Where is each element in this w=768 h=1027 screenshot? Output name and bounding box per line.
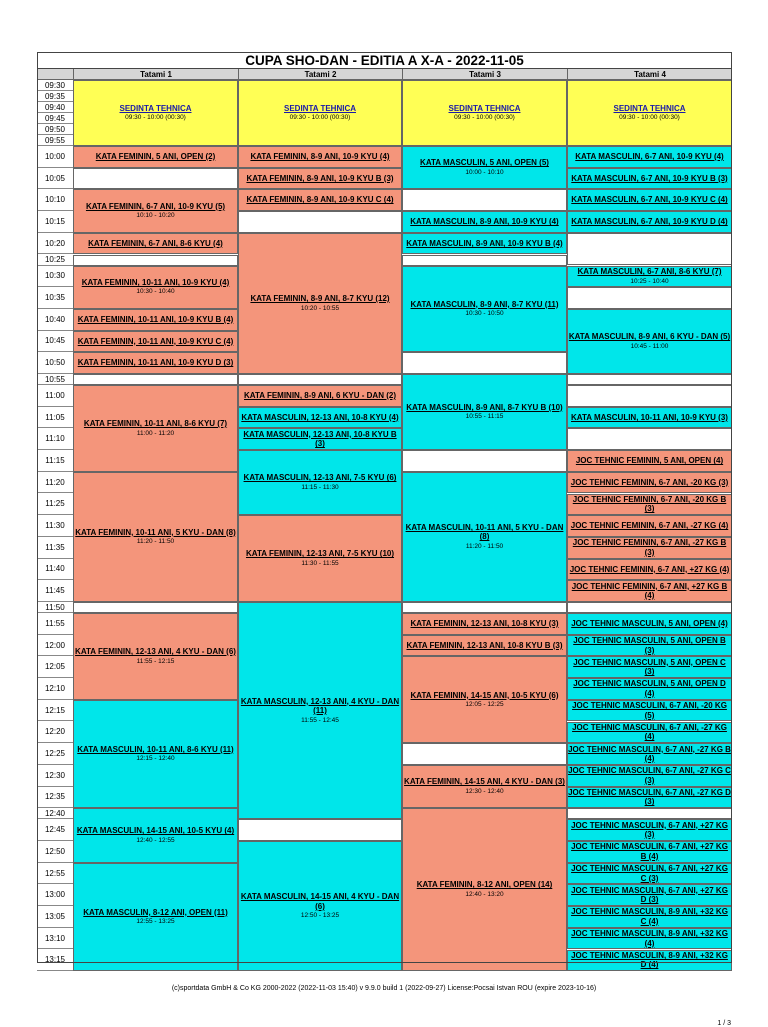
category-time: 10:00 - 10:10 (465, 168, 504, 176)
tatami-header: Tatami 2 (238, 69, 402, 80)
category-name: JOC TEHNIC MASCULIN, 5 ANI, OPEN C (3) (573, 657, 726, 677)
category-name: KATA MASCULIN, 10-11 ANI, 10-9 KYU (3) (571, 412, 728, 422)
category-name: SEDINTA TEHNICA (613, 103, 686, 113)
category-name: KATA FEMININ, 8-9 ANI, 10-9 KYU (4) (250, 152, 390, 162)
time-label: 10:05 (37, 168, 73, 190)
category-name: KATA FEMININ, 8-9 ANI, 10-9 KYU B (3) (246, 173, 394, 183)
category-name: JOC TEHNIC FEMININ, 6-7 ANI, -20 KG (3) (570, 477, 729, 487)
time-label: 11:50 (37, 602, 73, 613)
category-time: 11:55 - 12:45 (301, 716, 339, 724)
schedule-sheet (37, 52, 732, 970)
category-name: JOC TEHNIC MASCULIN, 8-9 ANI, +32 KG D (4) (571, 950, 728, 970)
category-time: 11:15 - 11:30 (301, 483, 339, 491)
category-name: KATA MASCULIN, 8-9 ANI, 8-7 KYU (11) (410, 299, 559, 309)
category-name: JOC TEHNIC MASCULIN, 6-7 ANI, -27 KG C (3) (568, 766, 731, 785)
category-time: 12:55 - 13:25 (136, 918, 175, 926)
category-name: JOC TEHNIC MASCULIN, 5 ANI, OPEN D (4) (573, 679, 726, 698)
category-name: KATA FEMININ, 14-15 ANI, 4 KYU - DAN (3) (404, 777, 565, 787)
category-name: SEDINTA TEHNICA (448, 103, 521, 113)
category-name: KATA MASCULIN, 8-9 ANI, 10-9 KYU B (4) (406, 238, 563, 248)
time-label: 09:55 (37, 135, 73, 146)
category-name: JOC TEHNIC MASCULIN, 6-7 ANI, -20 KG (5) (572, 701, 727, 720)
time-label: 13:15 (37, 950, 73, 972)
category-name: KATA FEMININ, 12-13 ANI, 7-5 KYU (10) (245, 549, 395, 559)
category-name: JOC TEHNIC MASCULIN, 8-9 ANI, +32 KG C (4) (571, 907, 728, 926)
category-name: KATA FEMININ, 12-13 ANI, 10-8 KYU B (3) (406, 640, 563, 650)
time-label: 13:10 (37, 928, 73, 950)
category-name: KATA MASCULIN, 6-7 ANI, 8-6 KYU (7) (577, 267, 722, 277)
category-name: JOC TEHNIC MASCULIN, 6-7 ANI, -27 KG (4) (572, 722, 727, 742)
time-label: 11:40 (37, 559, 73, 581)
category-name: KATA MASCULIN, 8-9 ANI, 6 KYU - DAN (5) (568, 332, 731, 342)
time-label: 12:50 (37, 841, 73, 863)
time-label: 10:30 (37, 266, 73, 288)
time-label: 12:10 (37, 678, 73, 700)
category-name: KATA MASCULIN, 6-7 ANI, 10-9 KYU C (4) (571, 195, 728, 205)
category-name: JOC TEHNIC MASCULIN, 6-7 ANI, -27 KG D (3) (568, 787, 731, 807)
category-name: KATA MASCULIN, 12-13 ANI, 4 KYU - DAN (11) (240, 696, 400, 716)
footer-license: (c)sportdata GmbH & Co KG 2000-2022 (2022-11-03 15:40) v 9.9.0 build 1 (2022-09-27) License:Pocsai Istvan ROU (expire 2023-10-16) (171, 985, 597, 992)
category-time: 12:05 - 12:25 (465, 701, 504, 709)
category-name: JOC TEHNIC FEMININ, 6-7 ANI, +27 KG (4) (569, 564, 730, 574)
category-time: 11:55 - 12:15 (136, 657, 175, 665)
category-name: JOC TEHNIC MASCULIN, 8-9 ANI, +32 KG (4) (571, 929, 728, 948)
category-name: KATA FEMININ, 14-15 ANI, 10-5 KYU (6) (410, 690, 559, 700)
category-name: KATA MASCULIN, 5 ANI, OPEN (5) (420, 158, 549, 168)
category-name: JOC TEHNIC MASCULIN, 6-7 ANI, +27 KG B (4) (571, 842, 728, 861)
time-label: 11:30 (37, 515, 73, 537)
time-label: 10:45 (37, 331, 73, 353)
category-name: KATA MASCULIN, 12-13 ANI, 10-8 KYU B (3) (243, 429, 397, 449)
time-label: 11:55 (37, 613, 73, 635)
time-label: 11:10 (37, 428, 73, 450)
time-label: 10:15 (37, 211, 73, 233)
category-time: 11:00 - 11:20 (136, 429, 175, 437)
category-time: 10:45 - 11:00 (630, 342, 669, 350)
category-name: KATA FEMININ, 5 ANI, OPEN (2) (95, 152, 216, 162)
category-name: KATA MASCULIN, 10-11 ANI, 5 KYU - DAN (8) (405, 522, 564, 542)
time-label: 10:20 (37, 233, 73, 255)
category-name: KATA FEMININ, 6-7 ANI, 8-6 KYU (4) (88, 238, 223, 248)
category-time: 11:20 - 11:50 (136, 538, 175, 546)
time-label: 11:15 (37, 450, 73, 472)
category-name: KATA FEMININ, 10-11 ANI, 10-9 KYU B (4) (77, 314, 234, 324)
category-name: KATA MASCULIN, 6-7 ANI, 10-9 KYU (4) (575, 152, 724, 162)
time-label: 09:30 (37, 80, 73, 91)
category-name: JOC TEHNIC MASCULIN, 5 ANI, OPEN B (3) (573, 636, 726, 655)
category-time: 10:30 - 10:40 (136, 288, 175, 296)
time-label: 12:20 (37, 722, 73, 744)
category-name: KATA FEMININ, 8-9 ANI, 8-7 KYU (12) (250, 294, 390, 304)
time-label: 11:45 (37, 580, 73, 602)
category-time: 10:30 - 10:50 (465, 310, 504, 318)
category-name: KATA MASCULIN, 6-7 ANI, 10-9 KYU B (3) (571, 173, 728, 183)
category-name: KATA FEMININ, 12-13 ANI, 10-8 KYU (3) (410, 619, 559, 629)
time-label: 09:40 (37, 102, 73, 113)
category-name: SEDINTA TEHNICA (284, 103, 356, 113)
category-time: 12:30 - 12:40 (465, 787, 504, 795)
category-name: JOC TEHNIC FEMININ, 6-7 ANI, -20 KG B (3) (572, 494, 727, 514)
category-name: JOC TEHNIC FEMININ, 6-7 ANI, -27 KG B (3) (572, 538, 727, 557)
category-time: 12:50 - 13:25 (300, 912, 340, 920)
category-name: KATA FEMININ, 10-11 ANI, 5 KYU - DAN (8) (75, 527, 236, 537)
category-time: 11:20 - 11:50 (465, 542, 504, 550)
time-label: 11:25 (37, 494, 73, 516)
tatami-header: Tatami 4 (567, 69, 732, 80)
category-name: KATA FEMININ, 8-9 ANI, 6 KYU - DAN (2) (243, 391, 396, 401)
category-time: 10:55 - 11:15 (465, 413, 504, 421)
category-time: 10:25 - 10:40 (630, 277, 669, 285)
category-name: JOC TEHNIC MASCULIN, 6-7 ANI, +27 KG (3) (571, 820, 728, 840)
tatami-header: Tatami 1 (73, 69, 238, 80)
category-name: KATA FEMININ, 8-12 ANI, OPEN (14) (416, 880, 553, 890)
time-label: 13:00 (37, 884, 73, 906)
time-label: 10:55 (37, 374, 73, 385)
category-name: JOC TEHNIC MASCULIN, 6-7 ANI, +27 KG C (3) (571, 864, 728, 883)
time-label: 09:45 (37, 113, 73, 124)
time-label: 12:05 (37, 656, 73, 678)
time-label: 11:05 (37, 407, 73, 429)
category-time: 10:20 - 10:55 (300, 304, 340, 312)
time-label: 12:40 (37, 808, 73, 819)
time-label: 11:20 (37, 472, 73, 494)
time-label: 12:00 (37, 635, 73, 657)
category-name: KATA FEMININ, 10-11 ANI, 10-9 KYU C (4) (77, 336, 234, 346)
category-time: 11:30 - 11:55 (301, 559, 339, 567)
category-time: 09:30 - 10:00 (00:30) (454, 114, 515, 122)
time-label: 13:05 (37, 906, 73, 928)
category-name: KATA MASCULIN, 12-13 ANI, 7-5 KYU (6) (243, 473, 397, 483)
category-name: JOC TEHNIC MASCULIN, 5 ANI, OPEN (4) (571, 619, 728, 629)
category-time: 10:10 - 10:20 (136, 212, 175, 220)
time-label: 10:40 (37, 309, 73, 331)
category-time: 12:40 - 13:20 (465, 890, 504, 898)
category-name: KATA FEMININ, 10-11 ANI, 8-6 KYU (7) (83, 419, 228, 429)
time-label: 12:35 (37, 787, 73, 809)
category-time: 09:30 - 10:00 (00:30) (619, 114, 680, 122)
category-name: KATA MASCULIN, 8-12 ANI, OPEN (11) (83, 907, 228, 917)
time-label: 12:55 (37, 863, 73, 885)
category-name: KATA MASCULIN, 10-11 ANI, 8-6 KYU (11) (77, 744, 234, 754)
category-name: JOC TEHNIC FEMININ, 6-7 ANI, +27 KG B (4) (571, 581, 728, 601)
time-label: 10:10 (37, 189, 73, 211)
category-name: KATA MASCULIN, 14-15 ANI, 10-5 KYU (4) (76, 826, 235, 836)
time-label: 10:00 (37, 146, 73, 168)
category-name: KATA MASCULIN, 8-9 ANI, 10-9 KYU (4) (410, 217, 559, 227)
time-label: 12:45 (37, 819, 73, 841)
category-name: JOC TEHNIC MASCULIN, 6-7 ANI, -27 KG B (4) (568, 744, 731, 764)
category-name: KATA MASCULIN, 6-7 ANI, 10-9 KYU D (4) (571, 217, 728, 227)
time-label: 09:50 (37, 124, 73, 135)
time-label: 12:25 (37, 743, 73, 765)
category-time: 12:40 - 12:55 (136, 836, 175, 844)
time-label: 12:15 (37, 700, 73, 722)
category-name: KATA FEMININ, 8-9 ANI, 10-9 KYU C (4) (246, 195, 394, 205)
sheet-frame (37, 52, 732, 963)
category-name: SEDINTA TEHNICA (119, 103, 192, 113)
time-label: 12:30 (37, 765, 73, 787)
time-label: 10:50 (37, 352, 73, 374)
category-time: 12:15 - 12:40 (136, 755, 175, 763)
category-name: KATA MASCULIN, 8-9 ANI, 8-7 KYU B (10) (406, 402, 563, 412)
category-name: KATA FEMININ, 10-11 ANI, 10-9 KYU D (3) (77, 358, 234, 368)
category-name: KATA MASCULIN, 14-15 ANI, 4 KYU - DAN (6) (240, 892, 400, 911)
tatami-header: Tatami 3 (402, 69, 567, 80)
category-time: 09:30 - 10:00 (00:30) (125, 114, 186, 122)
page-number: 1 / 3 (717, 1020, 731, 1027)
category-name: JOC TEHNIC FEMININ, 6-7 ANI, -27 KG (4) (570, 521, 729, 531)
category-name: JOC TEHNIC MASCULIN, 6-7 ANI, +27 KG D (3) (571, 885, 728, 905)
time-label: 09:35 (37, 91, 73, 102)
category-name: KATA FEMININ, 12-13 ANI, 4 KYU - DAN (6) (75, 647, 236, 657)
time-label: 10:35 (37, 287, 73, 309)
category-name: KATA MASCULIN, 12-13 ANI, 10-8 KYU (4) (241, 412, 399, 422)
category-name: KATA FEMININ, 6-7 ANI, 10-9 KYU (5) (85, 201, 226, 211)
category-name: KATA FEMININ, 10-11 ANI, 10-9 KYU (4) (81, 277, 230, 287)
page-title: CUPA SHO-DAN - EDITIA A X-A - 2022-11-05 (37, 52, 732, 69)
time-label: 11:35 (37, 537, 73, 559)
time-label: 10:25 (37, 255, 73, 266)
category-time: 09:30 - 10:00 (00:30) (289, 114, 351, 122)
category-name: JOC TEHNIC FEMININ, 5 ANI, OPEN (4) (575, 456, 724, 466)
time-label: 11:00 (37, 385, 73, 407)
